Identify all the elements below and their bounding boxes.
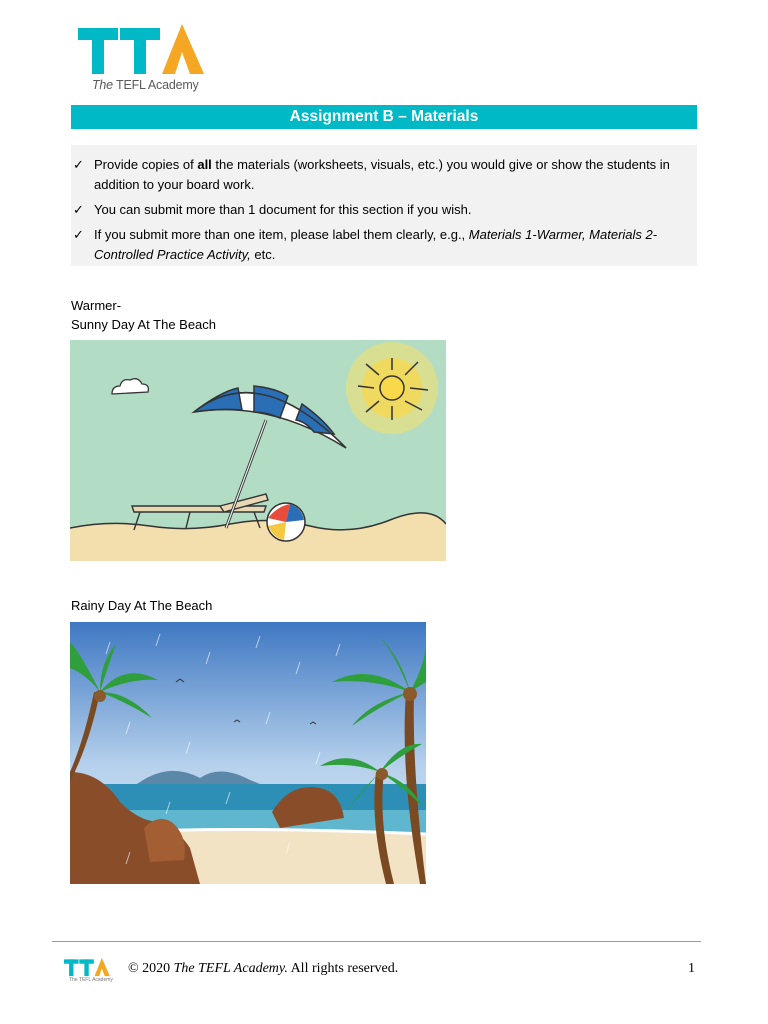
instructions-box bbox=[71, 145, 697, 266]
footer-logo-subtitle: The TEFL Academy bbox=[69, 977, 113, 983]
tta-logo bbox=[78, 20, 210, 94]
sunny-day-title: Sunny Day At The Beach bbox=[71, 317, 217, 332]
instruction-item: ✓ Provide copies of all the materials (worksheets, visuals, etc.) you would give or show the students in addition to your board work. bbox=[73, 157, 670, 192]
rainy-day-title: Rainy Day At The Beach bbox=[71, 598, 213, 613]
logo-subtitle: The TEFL Academy bbox=[92, 78, 199, 92]
warmer-label: Warmer- bbox=[71, 298, 122, 313]
tta-logo-mark bbox=[78, 20, 210, 78]
checkmark-icon: ✓ bbox=[73, 202, 84, 217]
copyright-text: © 2020 The TEFL Academy. All rights reserved. bbox=[128, 961, 399, 976]
footer-logo bbox=[64, 956, 112, 986]
checkmark-icon: ✓ bbox=[73, 157, 84, 172]
checkmark-icon: ✓ bbox=[73, 227, 84, 242]
footer-logo-mark bbox=[64, 956, 112, 978]
instruction-item: ✓ If you submit more than one item, please label them clearly, e.g., Materials 1-Warmer, Materials 2- Controlled Practice Activity, etc. bbox=[73, 227, 658, 262]
instructions-list bbox=[71, 145, 697, 265]
footer-divider bbox=[52, 941, 701, 942]
page-title: Assignment B – Materials bbox=[71, 105, 697, 129]
rainy-beach-image bbox=[70, 622, 426, 884]
instruction-item: ✓ You can submit more than 1 document for this section if you wish. bbox=[71, 200, 697, 220]
page-number: 1 bbox=[688, 961, 695, 976]
sunny-beach-image bbox=[70, 340, 446, 561]
